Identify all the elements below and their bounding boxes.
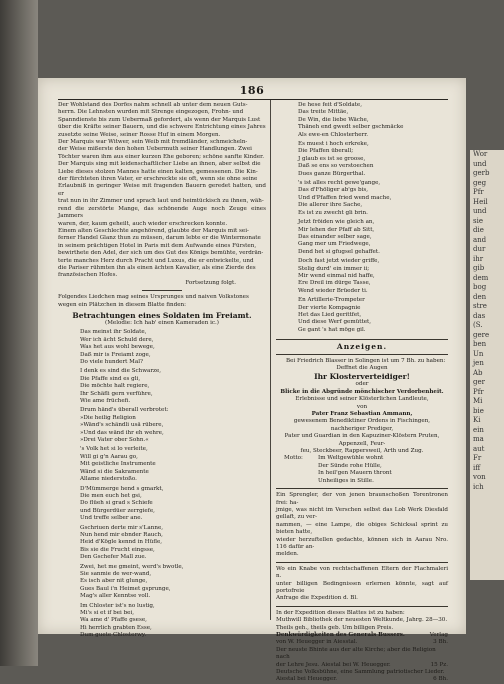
price-value: 6 Bh. [433, 676, 448, 683]
verse-line: D'Mümmerge hend s gmarkt, [80, 485, 164, 492]
verse-line: Das treite Mittäe, [298, 109, 349, 116]
verse-line: De Win, die liebe Wäche, [298, 116, 369, 123]
ad-title-line2: Ihr Klosterverteidiger! [314, 372, 410, 382]
next-page-fragment: aut [473, 444, 485, 453]
verse-line: Ihr Schäfli gern verführe, [80, 390, 153, 397]
verse-line: Wänd si die Sakramente [80, 468, 149, 475]
story-line: französischen Hofes. [58, 272, 118, 279]
next-page-fragment: das [473, 311, 486, 320]
verse-line: »Und das wänd ihr eh wehre, [80, 429, 164, 436]
next-page-fragment: ma [473, 435, 484, 443]
next-page-fragment: bie [473, 406, 484, 415]
verse-line: Gues Baul i'n Heimet gsprunge, [80, 585, 171, 592]
story-line: Der Wohlstand des Dorfes nahm schnell ab unter dem neuen Guts- [58, 102, 248, 108]
next-page-fragment: Wor [473, 150, 488, 158]
verse-line: Mir wend einmal nid haffe, [298, 272, 375, 279]
ads-rule-2 [276, 354, 448, 355]
price-row [276, 662, 448, 669]
advert-line: wieder herzuftellen gedachte, können sich in Aarau Nro. 116 dafür an- [276, 536, 448, 550]
story-line: Töchter waren ihm aus einer kurzen Ehe geboren; schöne sanfte Kinder. [58, 153, 264, 160]
verse-line: Die allerer ihre Sache, [298, 202, 363, 209]
next-page-fragment: und [473, 207, 487, 215]
verse-line: Ge gant 's hat möge gil. [298, 326, 366, 333]
stanza [276, 219, 448, 256]
next-page-fragment: ich [473, 482, 484, 491]
advert-line: Wo ein Knabe von rechtschaffenen Eltern der Flachmaleri n. [276, 565, 448, 580]
newspaper-page [38, 78, 466, 683]
ad-author: Pater Franz Sebastian Ammann, [311, 411, 413, 418]
verse-line: Wa ame d' Pfaffe gsese, [80, 617, 147, 624]
next-page-fragment: ihr [473, 254, 484, 263]
story-line: der fürchteten ihren Vater, er erschreckte sie oft, wenn sie ohne seine [58, 176, 258, 183]
apprentice-advert [276, 566, 448, 603]
motto-line: In heil'gen Mauern thront [318, 470, 392, 477]
next-page-fragment: (S. [473, 321, 483, 329]
intro-line: wegen ein Plätzchen in diesem Blatte finden: [58, 301, 187, 308]
advert-line: Anfrage die Expedition d. Bl. [276, 595, 358, 602]
motto-label: Motto: [284, 455, 303, 462]
verse-line: Den Gschefer Mall zue. [80, 554, 147, 561]
next-page-fragment: Un [473, 349, 484, 358]
stanza [58, 486, 266, 523]
verse-line: Ere Dreil im dürge Tasse, [298, 280, 371, 287]
serial-story-text [58, 102, 266, 280]
story-line: waren, der, kaum geheilt, auch wieder erschrecken konnte. [58, 220, 228, 227]
verse-line: Wie ame früchefi. [80, 398, 131, 405]
verse-line: »Drei Vater ober Sohn.« [80, 437, 149, 444]
song-verses-continued [276, 102, 448, 336]
motto-line: Im Weltgewühle wohnt [318, 455, 384, 462]
stanza [276, 141, 448, 178]
next-page-fragment: iff [473, 463, 481, 472]
next-page-fragment: dem [473, 273, 489, 282]
bookshop-advert [276, 610, 448, 684]
next-page-fragment: and [473, 235, 487, 244]
verse-line: Mir lehen der Pfaff ab Sitt, [298, 226, 375, 233]
verse-line: I denk es sind die Schwarze, [80, 368, 162, 375]
story-line: die Pariser rühmten ihn als einen ächten Kavalier, als eine Zierde des [58, 264, 256, 271]
price-item: Aiestal bei Heuegger. [276, 676, 338, 683]
next-page-fragment: Ki [473, 416, 481, 424]
verse-line: Die Pfaffen überall; [298, 148, 354, 155]
verse-line: J glaub es ist se groose, [298, 155, 366, 162]
story-line: Der Marquis war Witwer, sein Weib mit fremdländer, schmeicheln- [58, 139, 248, 146]
next-page-fragment: Ab [473, 368, 483, 377]
price-row [276, 676, 448, 683]
next-page-fragment: gib [473, 264, 485, 272]
advert-line: nammen, — eine Lampe, die obiges Schicksal sprint zu bieten hatte, [276, 521, 448, 536]
story-line: zusetzte seine Weise, seiner Rosse Huf in einem Morgen. [58, 131, 221, 138]
verse-line: Do flüeh si grad s Schiefe [80, 500, 153, 507]
verse-line: Daß se ens so verstoechen [298, 163, 374, 170]
ad-motto [276, 455, 448, 485]
verse-line: Und d'Pfaffen fried wend mache, [298, 194, 392, 201]
stanza [276, 297, 448, 334]
lamp-advert [276, 492, 448, 559]
ad-connector: oder [355, 381, 369, 388]
verse-line: Do viele hundert Mal? [80, 359, 144, 365]
advert-line: In der Expedition dieses Blattes ist zu haben: [276, 609, 405, 616]
stanza [58, 446, 266, 483]
ad-rule [276, 606, 448, 607]
verse-line: Sie sanmie de wer-wand, [80, 570, 152, 577]
verse-line: Es ist zu zwecht gli brin. [298, 209, 368, 216]
price-item: der Lehre Jesu. Aiestal bei W. Heuegger. [276, 661, 391, 668]
song-verses [58, 329, 266, 641]
next-page-fragment: von [473, 473, 486, 481]
verse-line: Das meinst ihr Soldate, [80, 329, 147, 336]
stanza [58, 564, 266, 601]
verse-line: Der vierte Kompagnie [298, 304, 361, 311]
verse-line: En Artillerie-Trompeter [298, 297, 365, 304]
verse-line: Mit geistliche Instrumente [80, 461, 156, 468]
ad-rule [276, 562, 448, 563]
ad-title-line3: Blicke in die Abgründe mönchischer Verdorbenheit. [280, 388, 444, 395]
price-value: 15 Pz. [430, 661, 448, 668]
story-line: in seinem prächtigen Hotel in Paris mit dem Aufwande eines Fürsten, [58, 242, 257, 249]
price-item: Deutsche Volksbühne, eine Sammlung patriotischer Lieder. [276, 669, 445, 676]
price-value: 3 Bh. [433, 639, 448, 646]
bookshop-lines [276, 610, 448, 632]
verse-line: Zwei, het me gmeint, werd's bwotle, [80, 563, 184, 570]
ad-publisher: Bei Friedrich Blasser in Solingen ist um 7 Bh. zu haben: [286, 357, 446, 364]
next-page-fragment: jen [473, 359, 484, 367]
stanza [58, 368, 266, 405]
song-intro [58, 294, 266, 309]
verse-line: Es isch aber nit glunge, [80, 578, 148, 585]
story-line: über die Kräfte seiner Bauern, und die schwere Entrichtung eines Jahres [58, 124, 266, 131]
next-page-fragment: den [473, 292, 487, 301]
next-page-fragment: die [473, 226, 484, 234]
ad-title-line1: Deffnet die Augen [336, 365, 388, 371]
verse-line: Dum guete Chlosterwy. [80, 632, 147, 639]
verse-line: Jetzt fröiden wie gleich an, [298, 219, 375, 226]
bookshop-title: Denkwürdigkeiten des Generals Bussers. [276, 632, 405, 638]
page-number: 186 [239, 84, 265, 97]
ad-description: Erlebnisse und seiner Klösterlichen Landleute, [295, 396, 429, 403]
verse-line: Thäneh end gwedt selber gschmäcke [298, 124, 404, 131]
song-title: Betrachtungen eines Soldaten im Freiamt. [72, 310, 252, 320]
verse-line: De hese feit d'Soldate, [298, 102, 363, 108]
verse-line: Wer ich ächt Schuld dere, [80, 336, 154, 343]
ad-by: von [356, 403, 368, 410]
left-column [58, 102, 266, 642]
story-line: Spanndienste bis zum Uebermaß gefordert, als wenn der Marquis Lust [58, 116, 261, 123]
next-page-fragment: ein [473, 425, 484, 434]
intro-line: Folgendes Liedchen mag seines Ursprunges und naiven Volkstones [58, 294, 249, 301]
verse-line: Het das Lied gerittfet, [298, 311, 362, 318]
verse-line: 's ist alles recht gewe'gange, [298, 180, 381, 187]
column-divider [270, 100, 271, 620]
advert-line: unter billigen Bedingnissen erlernen könnte, sagt auf portofreie [276, 580, 448, 594]
next-page-edge [470, 150, 504, 580]
price-row [276, 639, 448, 646]
advert-line: jmige, was nicht im Verschen selbst das Lob Werk Diesfald gellaft, zu ver- [276, 506, 448, 521]
stanza [276, 180, 448, 217]
verse-line: »Die heilig Religion [80, 414, 136, 421]
next-page-fragment: ger [473, 378, 485, 386]
next-page-fragment: Heil [473, 197, 488, 206]
story-line: bewirthete den Adel, der sich um des Gut des Königs bemühte, verdrän- [58, 250, 264, 257]
verse-line: Im Chloster ist's no lustig, [80, 602, 155, 609]
next-page-fragment: stre [473, 302, 487, 310]
verse-line: Mag's aller Kenntse voll. [80, 593, 151, 600]
verse-line: Als ewe-en Chlosterherr. [298, 131, 369, 138]
stanza [58, 603, 266, 640]
next-page-fragment: sie [473, 216, 483, 225]
bookshop-price-list [276, 639, 448, 683]
next-page-fragment: Pfr [473, 188, 484, 196]
verse-line: Und treffe selber ane. [80, 515, 143, 522]
verse-line: Stelig durd' ein immer ii; [298, 265, 370, 272]
ad-rule [276, 488, 448, 489]
bookshop-title-row [276, 632, 448, 639]
story-line: herrn. Die Lehnsten wurden mit Strenge eingezogen, Frohn- und [58, 109, 244, 116]
story-line: Erlaubniß in geringer Weise mit fragenden Bauern geredet hatten, und er [58, 183, 266, 197]
verse-line: Hi herrlich grabten Esse, [80, 624, 152, 631]
story-line: Liebe dieses stolzen Mannes hatte einen kalten, gemessenen. Die Kin- [58, 168, 258, 175]
story-line: Einem alten Geschlechte angehörend, glaubte der Marquis mit sei- [58, 227, 249, 234]
advert-line: Muthwill Bibliothek der neuesten Weltkunde, Jahrg. 28—30. [276, 617, 448, 624]
ad-author-bio [276, 418, 448, 455]
stanza [276, 258, 448, 295]
motto-line: Der Sünde rohe Hülle, [318, 462, 382, 469]
motto-line: Unheiliges in Stille. [318, 477, 374, 484]
verse-line: Gang mer um Friedwege, [298, 241, 371, 248]
next-page-fragment: und [473, 159, 487, 168]
verse-line: Das einander selber sage, [298, 233, 372, 240]
next-page-fragment: geg [473, 178, 487, 187]
price-item: Der neuste Bhinte aus der alte Kirche; aber die Religion nach [276, 646, 436, 661]
story-line: trat nun in ihr Zimmer und sprach laut und heimtückisch zu ihnen, wäh- [58, 198, 264, 205]
stanza [58, 329, 266, 366]
verse-line: 's Volk het si lo verleite, [80, 446, 148, 453]
verse-line: Gschriuen derte mir s'Lanne, [80, 524, 164, 531]
next-page-fragment: dur [473, 245, 486, 253]
next-page-fragment: bog [473, 283, 487, 291]
verse-line: Heid d'Kögle kennd in Hüfle, [80, 539, 163, 546]
verse-line: Mi's si et if bei bei, [80, 610, 135, 616]
story-line: rend die zerstörte Mange, das schönende Auge noch Zeuge eines Jammers [58, 205, 266, 220]
price-row [276, 669, 448, 676]
verse-line: Die möchte halt regiere, [80, 383, 150, 390]
advert-line: Ein Sprengler, der von jenen braunschoßen Torentronen frei: ha- [276, 492, 448, 506]
story-line: Der Marquis sing mit leidenschaftlicher Liebe an ihnen, aber selbst die [58, 161, 261, 168]
verse-line: Will gi g'n Aarau go, [80, 453, 138, 460]
verse-line: Nun hend mir ebnder Rauch, [80, 531, 163, 538]
verse-line: Dues ganze Bürgerthal. [298, 170, 366, 177]
verse-line: Bis sie die Frucht eingsse, [80, 546, 155, 553]
stanza [276, 102, 448, 139]
next-page-fragment: ben [473, 340, 487, 348]
advert-line: Theils geh., theils geb. Um billigen Preis. [276, 624, 394, 631]
right-column [276, 102, 448, 684]
bio-line: Pater und Guardian in den Kapuziner-Klöstern Pruten, Appenzell, Feur- [284, 433, 440, 447]
stanza [58, 407, 266, 444]
next-page-fragment: gere [473, 330, 490, 339]
price-row [276, 647, 448, 662]
ads-heading: Anzeigen. [336, 342, 388, 352]
verse-line: und Bürgerdüer zerrgiefe, [80, 507, 155, 514]
verse-line: Doch fast jetzt wieder griffe, [298, 258, 380, 265]
left-page-edge [0, 0, 38, 666]
verse-line: »Wänd's schändli usä rübere, [80, 422, 164, 429]
advert-line: melden. [276, 551, 299, 558]
verse-line: Das d'Fhöliger ab'gs bis, [298, 187, 369, 194]
verse-line: Wend wieder Brüeder ti. [298, 287, 368, 294]
next-page-fragment: gerb [473, 169, 490, 177]
story-line: der Weise mißerste den hohen Uebermuth seiner Handlungen. Zwei [58, 146, 252, 153]
verse-line: Die men euch het gsi, [80, 492, 142, 499]
bookshop-title-right: Verlag [429, 632, 448, 638]
stanza [58, 525, 266, 562]
verse-line: Und diese Werf gemüttet, [298, 319, 372, 326]
next-page-fragment: Pfr [473, 387, 484, 396]
next-page-fragment: Mi [473, 397, 483, 405]
book-advert [276, 358, 448, 486]
continued-note: Fortsetzung folgt. [185, 279, 236, 286]
next-page-fragment: Fr [473, 454, 482, 462]
verse-line: Allame niederstoßo. [80, 476, 137, 483]
song-melody: (Melodie: Ich hab' einen Kameraden ic.) [105, 319, 219, 326]
section-divider [142, 290, 182, 291]
verse-line: Was het aus wohl bewege, [80, 344, 155, 351]
verse-line: Dend het si gfugsel gehaffet. [298, 248, 380, 255]
motto-lines [318, 455, 392, 485]
verse-line: Drum händ's überall verbrotet: [80, 407, 169, 414]
verse-line: Die Pfaffe sind es gli, [80, 375, 141, 382]
header-rule [58, 99, 448, 100]
price-item: von W. Heuegger in Aiesstal. [276, 639, 358, 646]
story-line: terte manches Herz durch Pracht und Luxus, die er entwickelte, und [58, 257, 254, 264]
bio-line: feu, Steckbeer, Rappersweil, Arth und Zug. [300, 448, 424, 455]
story-line: ferner Handel Glanz thun zu müssen, darum lebte er die Wintermonate [58, 235, 261, 242]
verse-line: Daß mir is Freiamt zoge, [80, 351, 151, 358]
verse-line: Es muest i hoch erkreke, [298, 141, 369, 148]
bio-line: gewesenem Benediktiner Ordens in Fischingen, nachheriger Prediger, [293, 418, 431, 432]
ads-rule [276, 339, 448, 340]
